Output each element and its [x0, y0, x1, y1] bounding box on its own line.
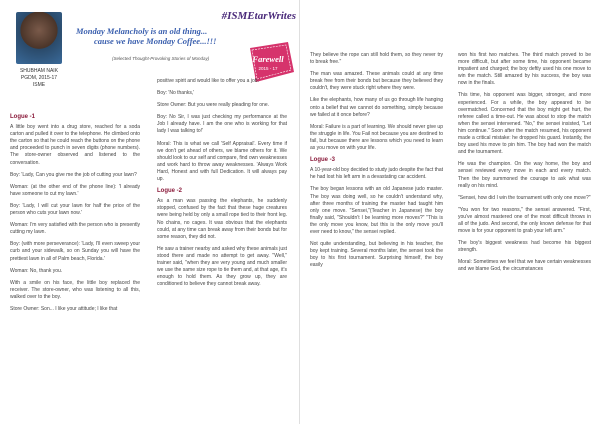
paragraph: "Sensei, how did I win the tournament with only one move?": [458, 194, 591, 201]
paragraph: Woman: No, thank you.: [10, 267, 63, 274]
column-2: [157, 78, 287, 293]
quote-source: (Selected Thought-Provoking Stories of Monday): [112, 56, 210, 61]
author-block: [10, 12, 68, 89]
right-page: [300, 0, 600, 424]
paragraph: Moral: Failure is a part of learning. We should never give up the struggle in life. You Fail not because you are destined to fail, but because there are lessons which you need to learn as you move on with your life.: [310, 123, 443, 152]
paragraph: They believe the rope can still hold them, so they never try to break free.": [310, 52, 443, 66]
paragraph: Boy: 'No thanks,': [157, 90, 195, 97]
author-name-line: SHUBHAM NAIK: [19, 68, 59, 74]
paragraph: This time, his opponent was bigger, stronger, and more experienced. For a while, the boy appeared to be overmatched. Concerned that the boy might get hurt, the referee called a time-out. He was about to stop the match when the sensei intervened. "No," the sensei insisted, "Let him continue." Soon after the match resumed, his opponent made a critical mistake: he dropped his guard. Instantly, the boy used his move to pin him. The boy had won the match and the tournament.: [458, 92, 591, 156]
paragraph: Boy: 'Lady, I will cut your lawn for half the price of the person who cuts your lawn now.': [10, 202, 140, 217]
paragraph: A 10-year-old boy decided to study judo despite the fact that he had lost his left arm in a devastating car accident.: [310, 167, 443, 181]
author-school-line: ISME: [32, 82, 46, 88]
quote-line-1: Monday Melancholy is an old thing...: [76, 26, 208, 36]
column-4: [458, 52, 591, 279]
paragraph: Moral: Sometimes we feel that we have certain weaknesses and we blame God, the circumstances: [458, 259, 591, 273]
paragraph: Like the elephants, how many of us go through life hanging onto a belief that we cannot do something, simply because we failed at it once before?: [310, 97, 443, 118]
paragraph: Store Owner: But you were really pleading for one.: [157, 102, 270, 109]
paragraph: As a man was passing the elephants, he suddenly stopped, confused by the fact that these huge creatures were being held by only a small rope tied to their front leg. No chains, no cages. It was obvious that the elephants could, at any time can break away from their bonds but for some reason, they did not.: [157, 198, 287, 240]
author-name: [10, 68, 68, 89]
paragraph: The man was amazed. These animals could at any time break free from their bonds but because they believed they couldn't, they were stuck right where they were.: [310, 71, 443, 92]
paragraph: The boy's biggest weakness had become his biggest strength.: [458, 240, 591, 254]
paragraph: He was the champion. On the way home, the boy and sensei reviewed every move in each and every match. Then the boy summoned the courage to ask what was really on his mind.: [458, 161, 591, 189]
logue-2-heading: Logue -2: [157, 188, 182, 195]
logue-3-heading: Logue -3: [310, 157, 335, 164]
paragraph: Boy: 'Lady, Can you give me the job of cutting your lawn?: [10, 171, 137, 178]
paragraph: The boy began lessons with an old Japanese judo master. The boy was doing well, so he couldn't understand why, after three months of training the master had taught him only one move. "Sensei,"(Teacher in Japanese) the boy finally said, "Shouldn't I be learning more moves?" "This is the only move you know, but this is the only move you'll ever need to know," the sensei replied.: [310, 186, 443, 235]
column-3: [310, 52, 443, 274]
paragraph: With a smile on his face, the little boy replaced the receiver. The store-owner, who was listening to all this, walked over to the boy.: [10, 279, 140, 300]
badge-years: 2015 - 17: [258, 66, 278, 71]
author-program-line: PGDM, 2015-17: [20, 75, 58, 81]
paragraph: Woman: I'm very satisfied with the person who is presently cutting my lawn.: [10, 222, 140, 236]
paragraph: Boy: No Sir, I was just checking my performance at the Job I already have. I am the one who is working for that lady I was talking to!': [157, 114, 287, 135]
top-band: [0, 0, 300, 8]
column-1: [10, 112, 140, 318]
quote-line-2: cause we have Monday Coffee...!!!: [94, 36, 217, 46]
section-tag: #ISMEtarWrites: [221, 10, 296, 22]
paragraph: He saw a trainer nearby and asked why these animals just stood there and made no attempt to get away. "Well," trainer said, "when they are very young and much smaller we use the same size rope to tie them and, at that age, it's enough to hold them. As they grow up, they are conditioned to believe they cannot break away.: [157, 245, 287, 288]
paragraph: Store Owner: Son... I like your attitude; I like that: [10, 305, 118, 312]
paragraph: "You won for two reasons," the sensei answered. "First, you've almost mastered one of the most difficult throws in all of the judo. And second, the only known defense for that move is for your opponent to grab your left arm.": [458, 206, 591, 235]
paragraph: Woman: (at the other end of the phone line): 'I already have someone to cut my lawn.': [10, 183, 140, 197]
logue-1-heading: Logue -1: [10, 114, 35, 120]
paragraph: Moral: This is what we call 'Self Appraisal'. Every time if we don't get ahead of others, we blame others for it. We should look to our self and compare, find own weaknesses and work hard to throw away weaknesses. 'Always Work Hard, Honest and with full Dedication. It will always pay up.: [157, 140, 287, 183]
paragraph: A little boy went into a drug store, reached for a soda carton and pulled it over to the telephone. He climbed onto the carton so that he could reach the buttons on the phone and proceeded to punch in seven digits (phone numbers). The store-owner observed and listened to the conversation.: [10, 124, 140, 166]
badge-label: Farewell: [252, 54, 284, 64]
paragraph: positive spirit and would like to offer you a job.': [157, 78, 260, 84]
paragraph: Boy: (with more perseverance): 'Lady, I'll even sweep your curb and your sidewalk, so on Sunday you will have the prettiest lawn in all of Palm beach, Florida.': [10, 241, 140, 262]
paragraph: Not quite understanding, but believing in his teacher, the boy kept training. Several months later, the sensei took the boy to his first tournament. Surprising himself, the boy easily: [310, 241, 443, 269]
paragraph: won his first two matches. The third match proved to be more difficult, but after some time, his opponent became impatient and charged; the boy deftly used his one move to win the match. Still amazed by his success, the boy was now in the finals.: [458, 52, 591, 87]
